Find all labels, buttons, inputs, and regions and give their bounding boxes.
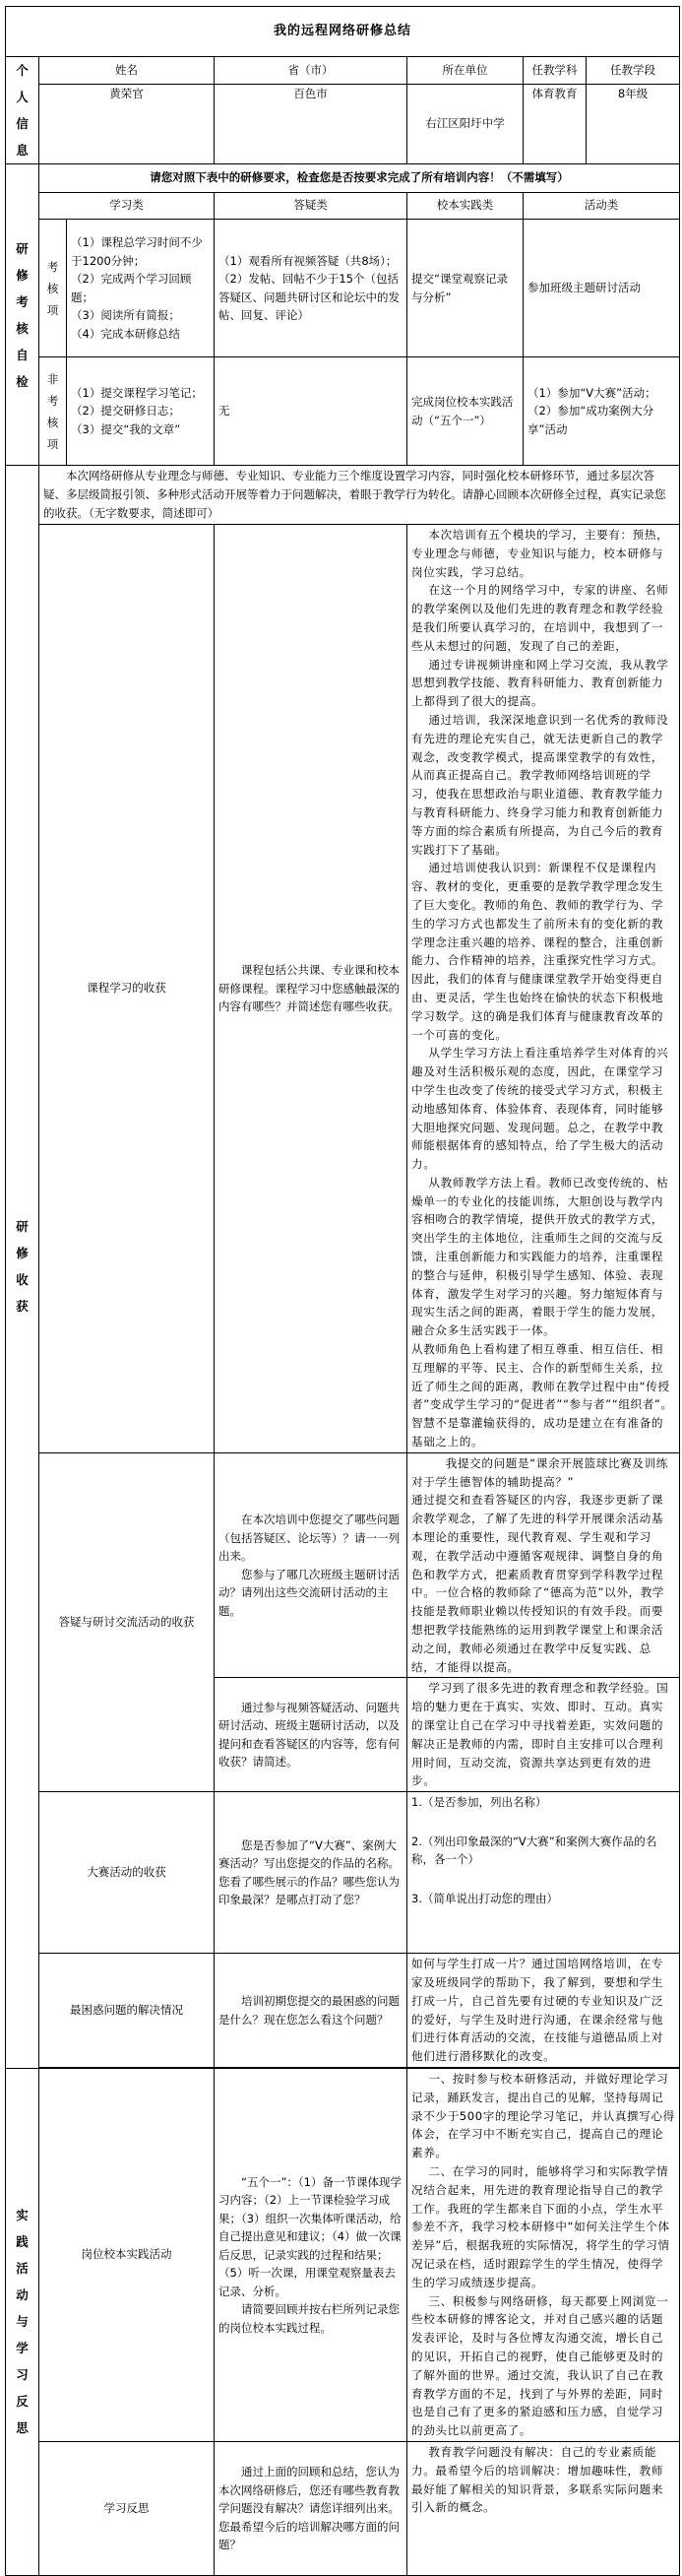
assessed-activity-requirement: 参加班级主题研讨活动 (524, 220, 680, 357)
course-gains-prompt: 课程包括公共课、专业课和校本研修课程。课程学习中您感触最深的内容有哪些？并简述您有哪些收获。 (215, 525, 407, 1453)
course-gains-answer[interactable]: 本次培训有五个模块的学习，主要有：预热，专业理念与师德，专业知识与能力，校本研修与岗位实践，学习总结。 在这一个月的网络学习中，专家的讲座、名师的教学案例以及他们先进的教育理念和教学经验是我们所要认真学习的，在培训中，我想到了一些从未想过的问题，发现了自己的差距， 通过专讲视频讲座和网上学习交流，我从教学思想到教学技能、教育科研能力、教育创新能力上都得到了很大的提高。 通过培训，我深深地意识到一名优秀的教师没有先进的理论充实自己，就无法更新自己的教学观念，改变教学模式，提高课堂教学的有效性，从而真正提高自己。教学教师网络培训班的学习，使我在思想政治与职业道德、教育教学能力与教育科研能力、终身学习能力和教育创新能力等方面的综合素质有所提高，为自己今后的教育实践打下了基础。 通过培训使我认识到：新课程不仅是课程内容、教材的变化，更重要的是教学教学理念发生了巨大变化。教师的角色、教师的教学行为、学生的学习方式也都发生了前所未有的变化新的教学理念注重兴趣的培养、课程的整合，注重创新能力、合作精神的培养，注重探究性学习方式。因此，我们的体育与健康课堂教学开始变得更自由、更灵活，学生也始终在愉快的状态下积极地学习数学。这的确是我们体育与健康教育改革的一个可喜的变化。 从学生学习方法上看注重培养学生对体育的兴趣及对生活积极乐观的态度，因此，在课堂学习中学生也改变了传统的接受式学习方式，积极主动地感知体育、体验体育、表现体育，同时能够大胆地探究问题、发现问题。总之，在教学中教师能根据体育的感知特点，给了学生极大的活动力。 从教师教学方法上看。教师已改变传统的、枯燥单一的专业化的技能训练，大胆创设与教学内容相吻合的教学情境，提供开放式的教学方式，突出学生的主体地位，注重师生之间的交流与反馈，注重创新能力和实践能力的培养，注重课程的整合与延伸，积极引导学生感知、体验、表现体育，激发学生对学习的兴趣。努力缩短体育与现实生活之间的距离，着眼于学生的能力发展，融合众多生活实践于一体。 从教师角色上看构建了相互尊重、相互信任、相互理解的平等、民主、合作的新型师生关系，拉近了师生之间的距离，教师在教学过程中由“传授者”变成学生学习的“促进者”“参与者”“组织者”。智慧不是靠灌输获得的，成功是建立在有准备的基础之上的。 (407, 525, 680, 1453)
header-subject: 任教学科 (524, 57, 587, 85)
gains-intro: 本次网络研修从专业理念与师德、专业知识、专业能力三个维度设置学习内容，同时强化校本研修环节，通过多层次答疑、多层级简报引领、多种形式活动开展等着力于问题解决，着眼于教学行为转化。请静心回顾本次研修全过程，真实记录您的收获。（无字数要求，简述即可） (39, 466, 680, 525)
non-assessed-qa-requirements: 无 (215, 357, 407, 466)
learning-reflection-answer[interactable]: 教育教学问题没有解决：自己的专业素质能力。最希望今后的培训解决：增加趣味性，教师最好能了解相关的知识背景，多联系实际问题来引入新的概念。 (407, 2441, 680, 2575)
header-unit: 所在单位 (407, 57, 524, 85)
category-study: 学习类 (39, 193, 215, 220)
header-grade: 任教学段 (587, 57, 680, 85)
non-assessed-study-requirements: （1）提交课程学习笔记； （2）提交研修日志； （3）提交“我的文章” (67, 357, 215, 466)
qa-gains-label: 答疑与研讨交流活动的收获 (39, 1452, 215, 1791)
course-gains-label: 课程学习的收获 (39, 525, 215, 1453)
contest-gains-answer[interactable]: 1.（是否参加，列出名称） 2.（列出印象最深的“V大赛”和案例大赛作品的名称，各一个） 3.（简单说出打动您的理由） (407, 1792, 680, 1954)
assessed-items-label: 考核项 (39, 220, 67, 357)
puzzle-resolution-answer[interactable]: 如何与学生打成一片？通过国培网络培训，在专家及班级同学的帮助下，我了解到，要想和学生打成一片，自己首先要有过硬的专业知识及广泛的爱好，与学生及时进行沟通，在课余经常与他们进行体育活动的交流，在技能与道德品质上对他们进行潜移默化的改变。 (407, 1954, 680, 2068)
non-assessed-activity-requirements: （1）参加“V大赛”活动； （2）参加“成功案例大分享”活动 (524, 357, 680, 466)
assessed-qa-requirements: （1）观看所有视频答疑（共8场）； （2）发帖、回帖不少于15个（包括答疑区、问题共研讨区和论坛中的发帖、回复、评论） (215, 220, 407, 357)
practice-reflection-section-label: 实践活动与学习反思 (6, 2068, 39, 2575)
puzzle-resolution-prompt: 培训初期您提交的最困惑的问题是什么？现在您怎么看这个问题？ (215, 1954, 407, 2068)
gains-section-label: 研修收获 (6, 466, 39, 2069)
self-check-notice: 请您对照下表中的研修要求，检查您是否按要求完成了所有培训内容！（不需填写） (39, 164, 680, 193)
header-province: 省（市） (215, 57, 407, 85)
qa-gains-answer-2[interactable]: 学习到了很多先进的教育理念和教学经验。国培的魅力更在于真实、实效、即时、互动。真实的课堂让自己在学习中寻找着差距，实效问题的解决正是教师的内需，即时自主安排可以合理利用时间，互动交流，资源共享达到更有效的进步。 (407, 1678, 680, 1792)
grade-value[interactable]: 8年级 (587, 84, 680, 164)
summary-form-table (5, 6, 680, 2576)
header-name: 姓名 (39, 57, 215, 85)
learning-reflection-prompt: 通过上面的回顾和总结，您认为本次网络研修后，您还有哪些教育教学问题没有解决？请您详细列出来。您最希望今后的培训解决哪方面的问题？ (215, 2441, 407, 2575)
subject-value[interactable]: 体育教育 (524, 84, 587, 164)
puzzle-resolution-label: 最困惑问题的解决情况 (39, 1954, 215, 2068)
non-assessed-practice-requirement: 完成岗位校本实践活动（“五个一”） (407, 357, 524, 466)
contest-gains-label: 大赛活动的收获 (39, 1792, 215, 1954)
name-value[interactable]: 黄荣官 (39, 84, 215, 164)
qa-gains-answer-1[interactable]: 我提交的问题是“课余开展篮球比赛及训练对于学生德智体的辅助提高？” 通过提交和查看答疑区的内容，我逐步更新了课余教学观念，了解了先进的科学开展课余活动基本理论的重要性，现代教育观、学生观和学习观，在教学活动中遵循客观规律、调整自身的角色和教学方式，把素质教育贯穿到学科教学过程中。一位合格的教师除了“德高为范”以外，教学技能是教师职业赖以传授知识的有效手段。而要想把教学技能熟练的运用到教学课堂上和课余活动之间，教师必须通过在教学中反复实践、总结，才能得以提高。 (407, 1452, 680, 1678)
school-practice-answer[interactable]: 一、按时参与校本研修活动，并做好理论学习记录，踊跃发言，提出自己的见解，坚持每周记录不少于500字的理论学习笔记，并认真撰写心得体会，在学习中不断充实自己，提高自己的理论素养。 二、在学习的同时，能够将学习和实际教学情况结合起来，用先进的教育理论指导自己的教学工作。我班的学生都来自下面的小点，学生水平参差不齐，我学习校本研修中“如何关注学生个体差异”后，根据我班的实际情况，将学生的学习情况记录在档，适时跟踪学生的学生情况，使得学生的学习成绩逐步提高。 三、积极参与网络研修，每天都要上网浏览一些校本研修的博客论文，并对自己感兴趣的话题发表评论，及时与各位博友沟通交流，增长自己的见识，开拓自己的视野，使自己能够更及时的了解外面的世界。通过交流，我认识了自己在教育教学方面的不足，找到了与外界的差距，同时也是自己有了更多的紧迫感和压力感，自觉学习的劲头比以前更高了。 (407, 2068, 680, 2441)
province-value[interactable]: 百色市 (215, 84, 407, 164)
category-activity: 活动类 (524, 193, 680, 220)
unit-value[interactable]: 右江区阳圩中学 (407, 84, 524, 164)
non-assessed-items-label: 非考核项 (39, 357, 67, 466)
school-practice-label: 岗位校本实践活动 (39, 2068, 215, 2441)
assessed-study-requirements: （1）课程总学习时间不少于1200分钟； （2）完成两个学习回顾题； （3）阅读所有简报； （4）完成本研修总结 (67, 220, 215, 357)
category-qa: 答疑类 (215, 193, 407, 220)
qa-gains-prompt-2: 通过参与视频答疑活动、问题共研讨活动、班级主题研讨活动，以及提问和查看答疑区的内容等，您有何收获？请简述。 (215, 1678, 407, 1792)
learning-reflection-label: 学习反思 (39, 2441, 215, 2575)
self-check-section-label: 研修考核自检 (6, 164, 39, 466)
document-title: 我的远程网络研修总结 (6, 7, 680, 57)
qa-gains-prompt-1: 在本次培训中您提交了哪些问题（包括答疑区、论坛等）？请一一列出来。 您参与了哪几次班级主题研讨活动？请列出这些交流研讨活动的主题。 (215, 1452, 407, 1678)
personal-info-section-label: 个人信息 (6, 57, 39, 164)
assessed-practice-requirement: 提交“课堂观察记录与分析” (407, 220, 524, 357)
contest-gains-prompt: 您是否参加了“V大赛”、案例大赛活动？写出您提交的作品的名称。您看了哪些展示的作品？哪些您认为印象最深？是哪点打动了您？ (215, 1792, 407, 1954)
school-practice-prompt: “五个一”：（1）备一节课体现学习内容；（2）上一节课检验学习成果；（3）组织一次集体听课活动，给自己提出意见和建议；（4）做一次课后反思，记录实践的过程和结果；（5）听一次课，用课堂观察量表去记录、分析。 请简要回顾并按右栏所列记录您的岗位校本实践过程。 (215, 2068, 407, 2441)
category-practice: 校本实践类 (407, 193, 524, 220)
